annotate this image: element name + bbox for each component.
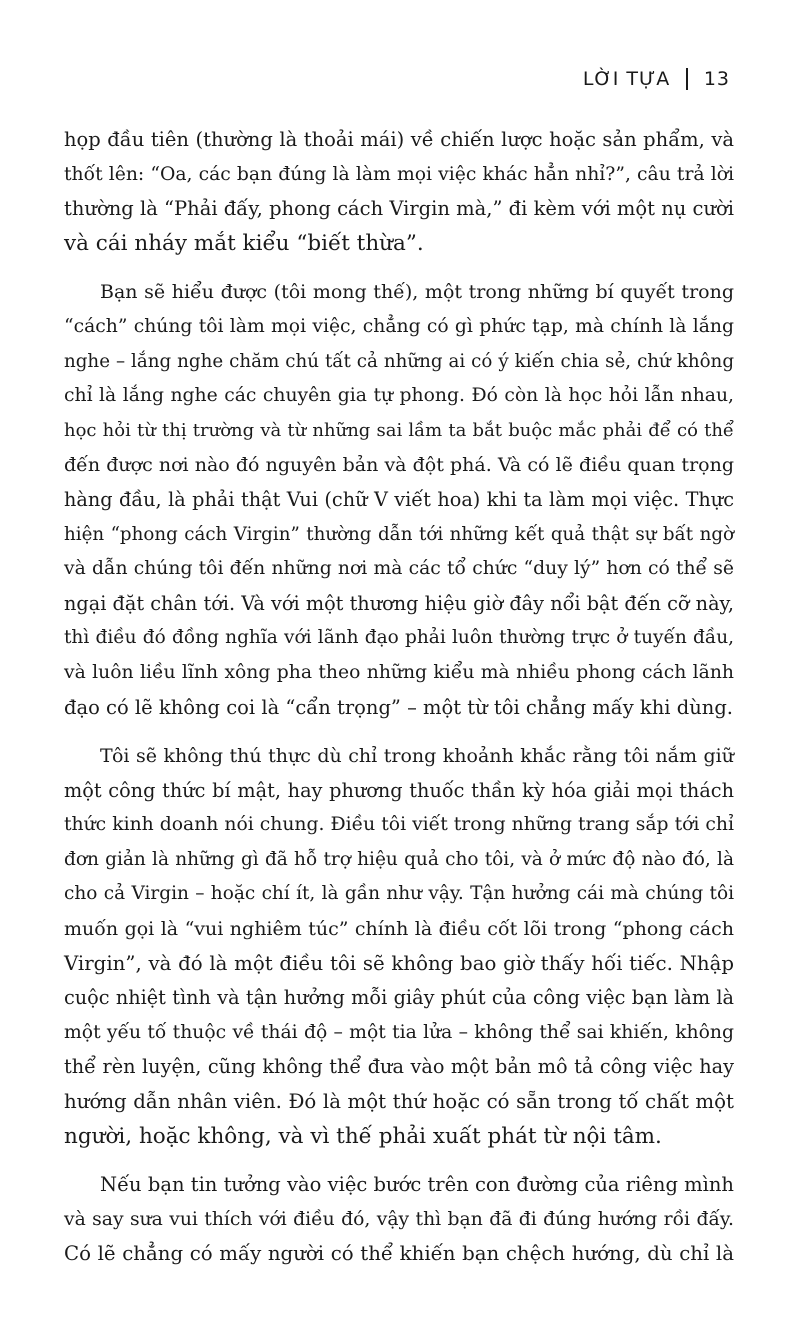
text-line: thốt lên: “Oa, các bạn đúng là làm mọi việc khác hẳn nhỉ?”, câu trả lời (64, 163, 734, 185)
text-line: “cách” chúng tôi làm mọi việc, chẳng có gì phức tạp, mà chính là lắng (64, 315, 734, 337)
text-line: Virgin”, và đó là một điều tôi sẽ không bao giờ thấy hối tiếc. Nhập (64, 951, 734, 975)
text-line: họp đầu tiên (thường là thoải mái) về chiến lược hoặc sản phẩm, và (64, 128, 734, 151)
text-line: Nếu bạn tin tưởng vào việc bước trên con đường của riêng mình (100, 1173, 734, 1197)
text-line: người, hoặc không, và vì thế phải xuất phát từ nội tâm. (64, 1123, 662, 1149)
text-line: và cái nháy mắt kiểu “biết thừa”. (64, 230, 424, 256)
body-text (64, 123, 734, 1286)
paragraph (64, 123, 734, 261)
running-header (583, 68, 730, 90)
text-line: đến được nơi nào đó nguyên bản và đột phá. Và có lẽ điều quan trọng (64, 454, 734, 477)
text-line: Bạn sẽ hiểu được (tôi mong thế), một trong những bí quyết trong (100, 281, 734, 304)
text-line: nghe – lắng nghe chăm chú tất cả những ai có ý kiến chia sẻ, chứ không (64, 350, 734, 372)
text-line: Có lẽ chẳng có mấy người có thể khiến bạn chệch hướng, dù chỉ là (64, 1242, 734, 1266)
paragraph (64, 1168, 734, 1272)
text-line: thể rèn luyện, cũng không thể đưa vào một bản mô tả công việc hay (64, 1055, 734, 1079)
text-line: và luôn liều lĩnh xông pha theo những kiểu mà nhiều phong cách lãnh (64, 661, 734, 683)
text-line: thường là “Phải đấy, phong cách Virgin mà,” đi kèm với một nụ cười (64, 197, 734, 221)
text-line: hướng dẫn nhân viên. Đó là một thứ hoặc có sẵn trong tố chất một (64, 1090, 734, 1114)
text-line: một yếu tố thuộc về thái độ – một tia lửa – không thể sai khiến, không (64, 1021, 734, 1043)
header-separator (686, 68, 688, 90)
text-line: đơn giản là những gì đã hỗ trợ hiệu quả cho tôi, và ở mức độ nào đó, là (64, 848, 734, 870)
section-title: LỜI TỰA (582, 68, 671, 90)
text-line: thì điều đó đồng nghĩa với lãnh đạo phải luôn thường trực ở tuyến đầu, (64, 627, 734, 649)
text-line: và say sưa vui thích với điều đó, vậy thì bạn đã đi đúng hướng rồi đấy. (64, 1208, 734, 1230)
paragraph (64, 275, 734, 725)
text-line: muốn gọi là “vui nghiêm túc” chính là điều cốt lõi trong “phong cách (64, 918, 734, 941)
text-line: cho cả Virgin – hoặc chí ít, là gần như vậy. Tận hưởng cái mà chúng tôi (64, 883, 734, 905)
text-line: hiện “phong cách Virgin” thường dẫn tới những kết quả thật sự bất ngờ (64, 523, 734, 545)
paragraph (64, 739, 734, 1154)
text-line: hàng đầu, là phải thật Vui (chữ V viết hoa) khi ta làm mọi việc. Thực (64, 487, 734, 511)
text-line: một công thức bí mật, hay phương thuốc thần kỳ hóa giải mọi thách (64, 778, 734, 802)
text-line: ngại đặt chân tới. Và với một thương hiệu giờ đây nổi bật đến cỡ này, (64, 591, 734, 615)
text-line: Tôi sẽ không thú thực dù chỉ trong khoảnh khắc rằng tôi nắm giữ (100, 745, 734, 768)
page-number: 13 (703, 68, 730, 90)
text-line: học hỏi từ thị trường và từ những sai lầm ta bắt buộc mắc phải để có thể (64, 419, 734, 441)
text-line: cuộc nhiệt tình và tận hưởng mỗi giây phút của công việc bạn làm là (64, 986, 734, 1010)
text-line: chỉ là lắng nghe các chuyên gia tự phong. Đó còn là học hỏi lẫn nhau, (64, 385, 734, 407)
text-line: và dẫn chúng tôi đến những nơi mà các tổ chức “duy lý” hơn có thể sẽ (64, 558, 734, 580)
text-line: thức kinh doanh nói chung. Điều tôi viết trong những trang sắp tới chỉ (64, 814, 734, 836)
text-line: đạo có lẽ không coi là “cẩn trọng” – một từ tôi chẳng mấy khi dùng. (64, 695, 734, 719)
